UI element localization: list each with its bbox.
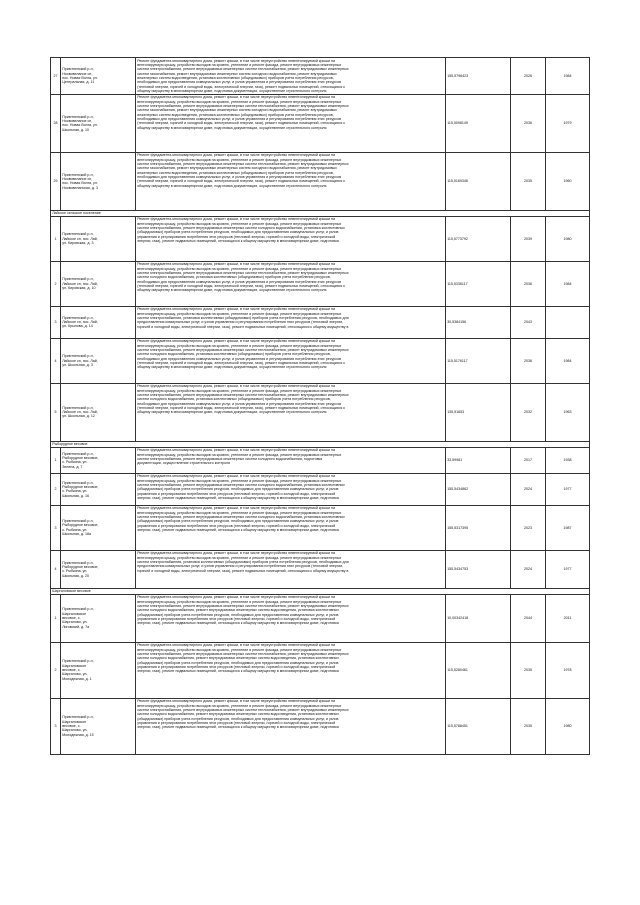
table-row bbox=[51, 306, 590, 338]
area-value-cell: 115,5280461 bbox=[446, 642, 511, 698]
planned-year-cell: 2024 bbox=[511, 473, 546, 505]
area-value-cell: 10,00342418 bbox=[446, 594, 511, 642]
build-year-cell: 2011 bbox=[546, 594, 590, 642]
planned-year-cell: 2026 bbox=[511, 58, 546, 95]
planned-year-cell: 2036 bbox=[511, 338, 546, 383]
row-number-cell: 3 bbox=[51, 306, 61, 338]
repair-program-table bbox=[50, 57, 590, 755]
works-description-cell: Ремонт фундамента многоквартирного дома, ремонт крыши, в том числе переустройство невентилируемой крыши на вентилируемую крышу, устройство выходов на кровлю, утепление и ремонт фасада, ремонт внутридомовых инженерных систем электроснабжения, ремонт внутридомовых инженерных систем холодного водоснабжения, установка коллективных (общедомовых) приборов учета потребления ресурсов, необходимых для предоставления коммунальных услуг, и узлов управления и регулирования потребления этих ресурсов (тепловой энергии, горячей и холодной воды, электрической энергии, газа), ремонт подвальных помещений, относящихся к общему имуществу в многоквартирном доме, подготовка bbox=[136, 473, 446, 505]
works-description-cell: Ремонт фундамента многоквартирного дома, ремонт крыши, в том числе переустройство невентилируемой крыши на вентилируемую крышу, устройство выходов на кровлю, утепление и ремонт фасада, ремонт внутридомовых инженерных систем электроснабжения, установка коллективных (общедомовых) приборов учета потребления ресурсов, необходимых для предоставления коммунальных услуг, и узлов управления и регулирования потребления этих ресурсов (тепловой энергии, горячей и холодной воды, электрической энергии, газа), ремонт подвальных помещений, относящихся к общему имуществу в bbox=[136, 306, 446, 338]
works-description-cell: Ремонт фундамента многоквартирного дома, ремонт крыши, в том числе переустройство невентилируемой крыши на вентилируемую крышу, устройство выходов на кровлю, утепление и ремонт фасада, ремонт внутридомовых инженерных систем электроснабжения, ремонт внутридомовых инженерных систем теплоснабжения, ремонт внутридомовых инженерных систем газоснабжения, ремонт внутридомовых инженерных систем холодного водоснабжения, ремонт внутридомовых инженерных систем водоотведения, установка коллективных (общедомовых) приборов учета потребления ресурсов, необходимых для предоставления коммунальных услуг, и узлов управления и регулирования потребления этих ресурсов (тепловой энергии, горячей и холодной воды, электрической энергии, газа), ремонт подвальных помещений, относящихся к общему имуществу в многоквартирном доме, подготовка документации, осуществление строительного контроля bbox=[136, 58, 446, 95]
table-row bbox=[51, 642, 590, 698]
build-year-cell: 1978 bbox=[546, 642, 590, 698]
works-description-cell: Ремонт фундамента многоквартирного дома, ремонт крыши, в том числе переустройство невентилируемой крыши на вентилируемую крышу, устройство выходов на кровлю, утепление и ремонт фасада, ремонт внутридомовых инженерных систем электроснабжения, ремонт внутридомовых инженерных систем теплоснабжения, ремонт внутридомовых инженерных систем газоснабжения, ремонт внутридомовых инженерных систем холодного водоснабжения, ремонт внутридомовых инженерных систем водоотведения, установка коллективных (общедомовых) приборов учета потребления ресурсов, необходимых для предоставления коммунальных услуг, и узлов управления и регулирования потребления этих ресурсов (тепловой энергии, горячей и холодной воды, электрической энергии, газа), ремонт подвальных помещений, относящихся к общему имуществу в многоквартирном доме, подготовка документации, осуществление строительного контроля bbox=[136, 94, 446, 152]
table-row bbox=[51, 261, 590, 306]
area-value-cell: 115,5773792 bbox=[446, 216, 511, 261]
works-description-cell: Ремонт фундамента многоквартирного дома, ремонт крыши, в том числе переустройство невентилируемой крыши на вентилируемую крышу, устройство выходов на кровлю, утепление и ремонт фасада, ремонт внутридомовых инженерных систем электроснабжения, ремонт внутридомовых инженерных систем холодного водоснабжения, установка коллективных (общедомовых) приборов учета потребления ресурсов, необходимых для предоставления коммунальных услуг, и узлов управления и регулирования потребления этих ресурсов (тепловой энергии, горячей и холодной воды, электрической энергии, газа), ремонт подвальных помещений, относящихся к общему имуществу в многоквартирном доме, подготовка bbox=[136, 216, 446, 261]
planned-year-cell: 2024 bbox=[511, 550, 546, 588]
planned-year-cell: 2043 bbox=[511, 306, 546, 338]
works-description-cell: Ремонт фундамента многоквартирного дома, ремонт крыши, в том числе переустройство невентилируемой крыши на вентилируемую крышу, устройство выходов на кровлю, утепление и ремонт фасада, ремонт внутридомовых инженерных систем электроснабжения, ремонт внутридомовых инженерных систем теплоснабжения, ремонт внутридомовых инженерных систем холодного водоснабжения, установка коллективных (общедомовых) приборов учета потребления ресурсов, необходимых для предоставления коммунальных услуг, и узлов управления и регулирования потребления этих ресурсов (тепловой энергии, горячей и холодной воды, электрической энергии, газа), ремонт подвальных помещений, относящихся к общему имуществу в многоквартирном доме, подготовка документации, осуществление строительного контроля bbox=[136, 338, 446, 383]
table-row bbox=[51, 447, 590, 473]
planned-year-cell: 2023 bbox=[511, 505, 546, 550]
table-row bbox=[51, 216, 590, 261]
address-cell: Приютненский р-н, Рыборудное весовое, с. Рыбкина, ул. Школьная, д. 16 bbox=[61, 473, 136, 505]
planned-year-cell: 2044 bbox=[511, 594, 546, 642]
table-body bbox=[51, 58, 590, 755]
row-number-cell: 1 bbox=[51, 216, 61, 261]
planned-year-cell: 2032 bbox=[511, 383, 546, 441]
address-cell: Приютненский р-н, Лайское сп, пос. Лай, ул. Крылова, д. 14 bbox=[61, 306, 136, 338]
works-description-cell: Ремонт фундамента многоквартирного дома, ремонт крыши, в том числе переустройство невентилируемой крыши на вентилируемую крышу, устройство выходов на кровлю, утепление и ремонт фасада, ремонт внутридомовых инженерных систем электроснабжения, ремонт внутридомовых инженерных систем теплоснабжения, ремонт внутридомовых инженерных систем газоснабжения, ремонт внутридомовых инженерных систем холодного водоснабжения, ремонт внутридомовых инженерных систем водоотведения, установка коллективных (общедомовых) приборов учета потребления ресурсов, необходимых для предоставления коммунальных услуг, и узлов управления и регулирования потребления этих ресурсов (тепловой энергии, горячей и холодной воды, электрической энергии, газа), ремонт подвальных помещений, относящихся к общему имуществу в многоквартирном доме, подготовка документации, осуществление строительного контроля bbox=[136, 152, 446, 210]
area-value-cell: 155,5317395 bbox=[446, 505, 511, 550]
build-year-cell: 1979 bbox=[546, 94, 590, 152]
build-year-cell bbox=[546, 306, 590, 338]
address-cell: Приютненский р-н, Лайское сп, пос. Лай, ул. Кировская, д. 10 bbox=[61, 261, 136, 306]
row-number-cell: 2 bbox=[51, 473, 61, 505]
build-year-cell: 1977 bbox=[546, 550, 590, 588]
build-year-cell: 1963 bbox=[546, 383, 590, 441]
build-year-cell: 1977 bbox=[546, 473, 590, 505]
address-cell: Приютненский р-н, Шаргаловское весовое, с. Шаргалово, ул. Молодежная, д. 15 bbox=[61, 698, 136, 754]
row-number-cell: 3 bbox=[51, 505, 61, 550]
row-number-cell: 27 bbox=[51, 58, 61, 95]
build-year-cell: 1984 bbox=[546, 58, 590, 95]
table-row bbox=[51, 94, 590, 152]
area-value-cell: 33,59981 bbox=[446, 447, 511, 473]
works-description-cell: Ремонт фундамента многоквартирного дома, ремонт крыши, в том числе переустройство невентилируемой крыши на вентилируемую крышу, устройство выходов на кровлю, утепление и ремонт фасада, ремонт внутридомовых инженерных систем электроснабжения, ремонт внутридомовых инженерных систем теплоснабжения, ремонт внутридомовых инженерных систем холодного водоснабжения, ремонт внутридомовых инженерных систем водоотведения, установка коллективных (общедомовых) приборов учета потребления ресурсов, необходимых для предоставления коммунальных услуг, и узлов управления и регулирования потребления этих ресурсов (тепловой энергии, горячей и холодной воды, электрической энергии, газа), ремонт подвальных помещений, относящихся к общему имуществу в многоквартирном доме, подготовка bbox=[136, 594, 446, 642]
planned-year-cell: 2035 bbox=[511, 698, 546, 754]
address-cell: Приютненский р-н, Шаргаловское весовое, с. Шаргалово, ул. Лиговский, д. 7а bbox=[61, 594, 136, 642]
area-value-cell: 115,5788451 bbox=[446, 698, 511, 754]
address-cell: Приютненский р-н, Ноововеланое сп, пос. Новая Волга, ул. Ноововеланская, д. 3 bbox=[61, 152, 136, 210]
works-description-cell: Ремонт фундамента многоквартирного дома, ремонт крыши, в том числе переустройство невентилируемой крыши на вентилируемую крышу, устройство выходов на кровлю, утепление и ремонт фасада, ремонт внутридомовых инженерных систем электроснабжения, установка коллективных (общедомовых) приборов учета потребления ресурсов, необходимых для предоставления коммунальных услуг, и узлов управления и регулирования потребления этих ресурсов (тепловой энергии, горячей и холодной воды, электрической энергии, газа), ремонт подвальных помещений, относящихся к общему имуществу в bbox=[136, 550, 446, 588]
area-value-cell: 155,5434862 bbox=[446, 473, 511, 505]
address-cell: Приютненский р-н, Ноововеланое сп, пос. Новая Волга, ул. Школьная, д. 10 bbox=[61, 94, 136, 152]
works-description-cell: Ремонт фундамента многоквартирного дома, ремонт крыши, в том числе переустройство невентилируемой крыши на вентилируемую крышу, устройство выходов на кровлю, утепление и ремонт фасада, ремонт внутридомовых инженерных систем электроснабжения, ремонт внутридомовых инженерных систем теплоснабжения, ремонт внутридомовых инженерных систем холодного водоснабжения, ремонт внутридомовых инженерных систем водоотведения, установка коллективных (общедомовых) приборов учета потребления ресурсов, необходимых для предоставления коммунальных услуг, и узлов управления и регулирования потребления этих ресурсов (тепловой энергии, горячей и холодной воды, электрической энергии, газа), ремонт подвальных помещений, относящихся к общему имуществу в многоквартирном доме, подготовка bbox=[136, 642, 446, 698]
build-year-cell: 1938 bbox=[546, 447, 590, 473]
works-description-cell: Ремонт фундамента многоквартирного дома, ремонт крыши, в том числе переустройство невентилируемой крыши на вентилируемую крышу, устройство выходов на кровлю, утепление и ремонт фасада, ремонт внутридомовых инженерных систем электроснабжения, ремонт внутридомовых инженерных систем холодного водоснабжения, установка коллективных (общедомовых) приборов учета потребления ресурсов, необходимых для предоставления коммунальных услуг, и узлов управления и регулирования потребления этих ресурсов (тепловой энергии, горячей и холодной воды, электрической энергии, газа), ремонт подвальных помещений, относящихся к общему имуществу в многоквартирном доме, подготовка bbox=[136, 505, 446, 550]
works-description-cell: Ремонт фундамента многоквартирного дома, ремонт крыши, в том числе переустройство невентилируемой крыши на вентилируемую крышу, устройство выходов на кровлю, утепление и ремонт фасада, ремонт внутридомовых инженерных систем электроснабжения, ремонт внутридомовых инженерных систем теплоснабжения, ремонт внутридомовых инженерных систем холодного водоснабжения, установка коллективных (общедомовых) приборов учета потребления ресурсов, необходимых для предоставления коммунальных услуг, и узлов управления и регулирования потребления этих ресурсов (тепловой энергии, горячей и холодной воды, электрической энергии, газа), ремонт подвальных помещений, относящихся к общему имуществу в многоквартирном доме, подготовка документации, осуществление строительного контроля bbox=[136, 261, 446, 306]
row-number-cell: 4 bbox=[51, 550, 61, 588]
address-cell: Приютненский р-н, Лайское сп, пос. Лай, ул. Школьная, д. 12 bbox=[61, 383, 136, 441]
table-row bbox=[51, 505, 590, 550]
area-value-cell: 115,5169346 bbox=[446, 152, 511, 210]
area-value-cell: 135,51653 bbox=[446, 383, 511, 441]
address-cell: Приютненский р-н, Рыборудное весовое, с. Рыбкина, ул. Зелена, д. 7 bbox=[61, 447, 136, 473]
table-row bbox=[51, 550, 590, 588]
address-cell: Приютненский р-н, Лайское сп, пос. Лай, ул. Школьная, д. 3 bbox=[61, 338, 136, 383]
row-number-cell: 5 bbox=[51, 383, 61, 441]
area-value-cell: 30,5384156 bbox=[446, 306, 511, 338]
table-row bbox=[51, 383, 590, 441]
build-year-cell: 1984 bbox=[546, 338, 590, 383]
build-year-cell: 1987 bbox=[546, 505, 590, 550]
address-cell: Приютненский р-н, Ноововеланое сп, пос. Новая Волга, ул. Центральная, д. 11 bbox=[61, 58, 136, 95]
planned-year-cell: 2017 bbox=[511, 447, 546, 473]
row-number-cell: 29 bbox=[51, 152, 61, 210]
row-number-cell: 2 bbox=[51, 261, 61, 306]
table-row bbox=[51, 473, 590, 505]
section-title: Лайское сельское поселение bbox=[51, 210, 590, 216]
planned-year-cell: 2036 bbox=[511, 261, 546, 306]
works-description-cell: Ремонт фундамента многоквартирного дома, ремонт крыши, в том числе переустройство невентилируемой крыши на вентилируемую крышу, устройство выходов на кровлю, утепление и ремонт фасада, ремонт внутридомовых инженерных систем электроснабжения, ремонт внутридомовых инженерных систем теплоснабжения, ремонт внутридомовых инженерных систем холодного водоснабжения, установка коллективных (общедомовых) приборов учета потребления ресурсов, необходимых для предоставления коммунальных услуг, и узлов управления и регулирования потребления этих ресурсов (тепловой энергии, горячей и холодной воды, электрической энергии, газа), ремонт подвальных помещений, относящихся к общему имуществу в многоквартирном доме, подготовка документации, осуществление строительного контроля bbox=[136, 383, 446, 441]
table-row bbox=[51, 152, 590, 210]
document-page bbox=[50, 57, 589, 755]
area-value-cell: 115,5176117 bbox=[446, 338, 511, 383]
table-row bbox=[51, 338, 590, 383]
row-number-cell: 28 bbox=[51, 94, 61, 152]
area-value-cell: 115,5336117 bbox=[446, 261, 511, 306]
address-cell: Приютненский р-н, Рыборудное весовое, с. Рыбкина, ул. Школьная, д. 20 bbox=[61, 550, 136, 588]
table-row bbox=[51, 58, 590, 95]
build-year-cell: 1984 bbox=[546, 261, 590, 306]
works-description-cell: Ремонт фундамента многоквартирного дома, ремонт крыши, в том числе переустройство невентилируемой крыши на вентилируемую крышу, устройство выходов на кровлю, утепление и ремонт фасада, ремонт внутридомовых инженерных систем электроснабжения, ремонт внутридомовых инженерных систем холодного водоснабжения, подготовка документации, осуществление строительного контроля bbox=[136, 447, 446, 473]
address-cell: Приютненский р-н, Рыборудное весовое, с. Рыбкина, ул. Школьная, д. 18а bbox=[61, 505, 136, 550]
address-cell: Приютненский р-н, Шаргаловское весовое, с. Шаргалово, ул. Молодежная, д. 1 bbox=[61, 642, 136, 698]
table-row bbox=[51, 594, 590, 642]
area-value-cell: 155,5434753 bbox=[446, 550, 511, 588]
planned-year-cell: 2039 bbox=[511, 216, 546, 261]
row-number-cell: 3 bbox=[51, 698, 61, 754]
row-number-cell: 1 bbox=[51, 447, 61, 473]
build-year-cell: 1980 bbox=[546, 216, 590, 261]
table-row bbox=[51, 698, 590, 754]
row-number-cell: 2 bbox=[51, 642, 61, 698]
address-cell: Приютненский р-н, Лайское сп, пос. Лай, ул. Кировская, д. 3 bbox=[61, 216, 136, 261]
planned-year-cell: 2035 bbox=[511, 152, 546, 210]
planned-year-cell: 2036 bbox=[511, 94, 546, 152]
area-value-cell: 155,5796423 bbox=[446, 58, 511, 95]
row-number-cell: 1 bbox=[51, 594, 61, 642]
section-title: Рыборудное весовое bbox=[51, 441, 590, 447]
section-title: Шаргаловское весовое bbox=[51, 588, 590, 594]
build-year-cell: 1960 bbox=[546, 152, 590, 210]
works-description-cell: Ремонт фундамента многоквартирного дома, ремонт крыши, в том числе переустройство невентилируемой крыши на вентилируемую крышу, устройство выходов на кровлю, утепление и ремонт фасада, ремонт внутридомовых инженерных систем электроснабжения, ремонт внутридомовых инженерных систем теплоснабжения, ремонт внутридомовых инженерных систем холодного водоснабжения, ремонт внутридомовых инженерных систем водоотведения, установка коллективных (общедомовых) приборов учета потребления ресурсов, необходимых для предоставления коммунальных услуг, и узлов управления и регулирования потребления этих ресурсов (тепловой энергии, горячей и холодной воды, электрической энергии, газа), ремонт подвальных помещений, относящихся к общему имуществу в многоквартирном доме, подготовка bbox=[136, 698, 446, 754]
area-value-cell: 115,5098149 bbox=[446, 94, 511, 152]
build-year-cell: 1980 bbox=[546, 698, 590, 754]
planned-year-cell: 2035 bbox=[511, 642, 546, 698]
row-number-cell: 4 bbox=[51, 338, 61, 383]
